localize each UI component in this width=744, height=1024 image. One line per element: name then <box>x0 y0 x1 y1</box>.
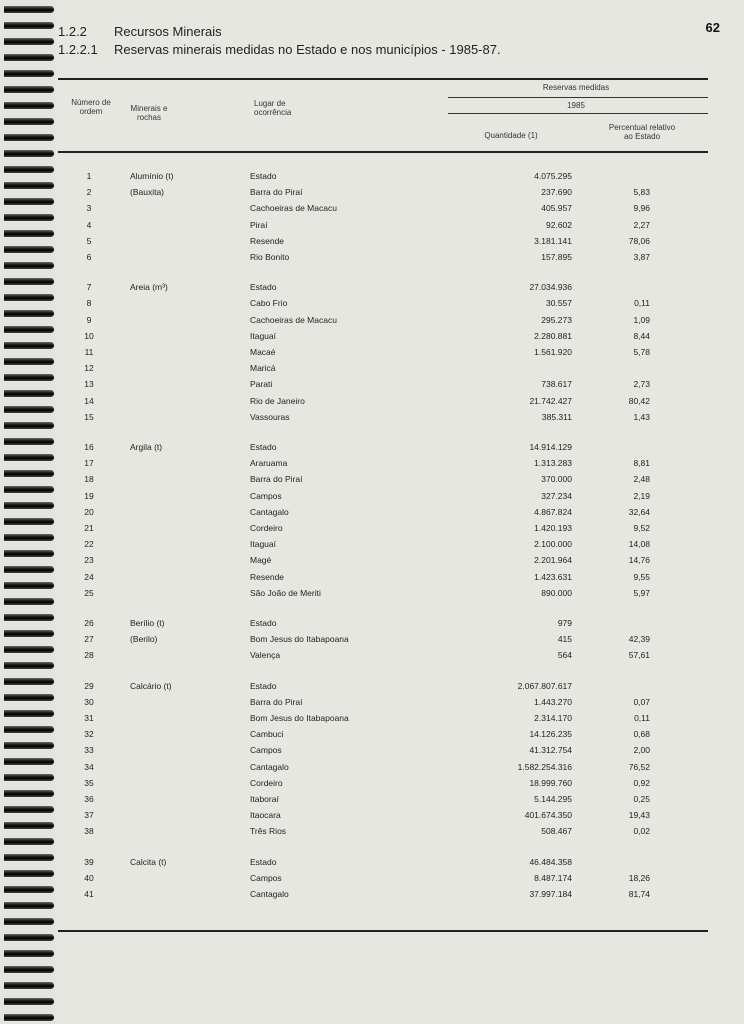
row-number: 26 <box>84 618 94 628</box>
row-number: 8 <box>86 298 92 309</box>
binding-coil <box>4 806 54 813</box>
row-quantity: 979 <box>557 618 572 628</box>
row-number: 25 <box>84 587 94 598</box>
table-row <box>56 551 744 567</box>
binding-coil <box>4 230 54 237</box>
table-row <box>56 216 744 232</box>
row-number: 33 <box>84 745 94 756</box>
binding-coil <box>4 294 54 301</box>
row-location: Piraí <box>250 219 268 230</box>
row-location: Três Rios <box>250 826 287 837</box>
binding-coil <box>4 582 54 589</box>
row-number: 13 <box>84 379 94 390</box>
row-number: 5 <box>86 235 92 246</box>
page-number: 62 <box>705 20 720 35</box>
row-percentage: 42,39 <box>628 634 650 645</box>
row-quantity: 21.742.427 <box>529 395 572 406</box>
row-location: Maricá <box>250 363 276 374</box>
binding-coil <box>4 518 54 525</box>
binding-coil <box>4 454 54 461</box>
row-location: Cachoeiras de Macacu <box>250 203 337 214</box>
binding-coil <box>4 726 54 733</box>
row-number: 41 <box>84 889 94 899</box>
row-quantity: 564 <box>557 650 572 661</box>
table-row <box>56 392 744 408</box>
row-quantity: 385.311 <box>541 411 572 422</box>
row-location: Barra do Piraí <box>250 187 303 198</box>
row-location: São João de Meriti <box>250 587 321 598</box>
row-quantity: 1.423.631 <box>534 571 572 582</box>
row-quantity: 46.484.358 <box>529 856 572 867</box>
table-row <box>56 503 744 519</box>
binding-coil <box>4 534 54 541</box>
row-quantity: 30.557 <box>546 298 572 309</box>
binding-coil <box>4 742 54 749</box>
binding-coil <box>4 790 54 797</box>
header-rule-ano <box>448 113 708 114</box>
table-row <box>56 327 744 343</box>
table-row <box>56 519 744 535</box>
row-number: 34 <box>84 761 94 772</box>
row-number: 35 <box>84 777 94 788</box>
header-reservas: Reservas medidas <box>542 83 610 92</box>
row-percentage: 14,76 <box>628 555 650 566</box>
row-location: Estado <box>250 618 277 628</box>
row-number: 30 <box>84 696 94 707</box>
row-number: 12 <box>84 363 94 374</box>
row-location: Cordeiro <box>250 523 283 533</box>
binding-coil <box>4 22 54 29</box>
row-quantity: 508.467 <box>541 826 572 837</box>
section-number: 1.2.2 <box>58 24 87 39</box>
table-row <box>56 183 744 199</box>
row-location: Itaguaí <box>250 330 276 341</box>
row-quantity: 2.314.170 <box>534 713 572 723</box>
table-row <box>56 248 744 264</box>
table-row <box>56 311 744 327</box>
row-percentage: 0,92 <box>633 777 650 788</box>
row-quantity: 5.144.295 <box>534 794 572 804</box>
row-location: Resende <box>250 235 285 246</box>
binding-coil <box>4 358 54 365</box>
table-row <box>56 677 744 693</box>
row-mineral: Argila (t) <box>130 442 163 452</box>
row-percentage: 2,00 <box>633 745 650 756</box>
header-ano: 1985 <box>567 101 585 110</box>
binding-coil <box>4 646 54 653</box>
row-percentage: 3,87 <box>633 252 650 262</box>
binding-coil <box>4 182 54 189</box>
row-location: Barra do Piraí <box>250 696 303 707</box>
row-percentage: 14,08 <box>628 539 650 550</box>
row-number: 40 <box>84 872 94 883</box>
row-location: Cambuci <box>250 729 284 740</box>
binding-coil <box>4 86 54 93</box>
row-quantity: 8.487.174 <box>534 872 572 883</box>
row-quantity: 14.126.235 <box>529 729 572 740</box>
table-row <box>56 438 744 454</box>
document-page <box>56 0 744 1024</box>
header-numero: Número de ordem <box>71 98 111 116</box>
row-percentage: 32,64 <box>628 506 650 517</box>
binding-coil <box>4 614 54 621</box>
table-row <box>56 869 744 885</box>
table-row <box>56 693 744 709</box>
binding-coil <box>4 998 54 1005</box>
row-mineral: (Berilo) <box>130 634 158 645</box>
subsection-title: Reservas minerais medidas no Estado e nos municípios - 1985-87. <box>114 42 501 57</box>
row-number: 4 <box>86 219 92 230</box>
table-row <box>56 709 744 725</box>
table-row <box>56 725 744 741</box>
row-percentage: 2,27 <box>633 219 650 230</box>
row-percentage: 0,07 <box>633 696 650 707</box>
row-quantity: 1.443.270 <box>534 696 572 707</box>
row-location: Bom Jesus do Itabapoana <box>250 634 349 645</box>
row-percentage: 5,78 <box>633 347 650 357</box>
binding-coil <box>4 134 54 141</box>
binding-coil <box>4 838 54 845</box>
table-row <box>56 822 744 838</box>
row-quantity: 1.582.254.316 <box>517 761 572 772</box>
row-quantity: 738.617 <box>541 379 572 390</box>
row-quantity: 1.561.920 <box>534 347 572 357</box>
row-quantity: 4.867.824 <box>534 506 572 517</box>
binding-coil <box>4 918 54 925</box>
row-location: Parati <box>250 379 273 390</box>
header-lugar: Lugar de ocorrência <box>254 99 292 117</box>
binding-coil <box>4 214 54 221</box>
row-location: Valença <box>250 650 281 661</box>
table-row <box>56 408 744 424</box>
row-percentage: 57,61 <box>628 650 650 661</box>
row-percentage: 9,55 <box>633 571 650 582</box>
row-percentage: 19,43 <box>628 810 650 821</box>
row-location: Resende <box>250 571 285 582</box>
row-number: 24 <box>84 571 94 582</box>
table-row <box>56 278 744 294</box>
binding-coil <box>4 950 54 957</box>
row-number: 23 <box>84 555 94 566</box>
row-quantity: 92.602 <box>546 219 572 230</box>
row-quantity: 2.100.000 <box>534 539 572 550</box>
table-row <box>56 232 744 248</box>
row-number: 27 <box>84 634 94 645</box>
row-percentage: 8,81 <box>633 458 650 469</box>
binding-coil <box>4 374 54 381</box>
row-mineral: Berílio (t) <box>130 618 165 628</box>
row-location: Cantagalo <box>250 506 289 517</box>
row-number: 20 <box>84 506 94 517</box>
row-quantity: 1.420.193 <box>534 523 572 533</box>
binding-coil <box>4 870 54 877</box>
row-quantity: 370.000 <box>541 474 572 485</box>
binding-coil <box>4 1014 54 1021</box>
row-number: 14 <box>84 395 94 406</box>
table-row <box>56 568 744 584</box>
row-location: Cordeiro <box>250 777 283 788</box>
table-row <box>56 375 744 391</box>
row-quantity: 27.034.936 <box>529 282 572 293</box>
binding-coil <box>4 342 54 349</box>
binding-coil <box>4 438 54 445</box>
binding-coil <box>4 470 54 477</box>
row-quantity: 2.067.807.617 <box>517 680 572 691</box>
row-percentage: 0,11 <box>634 298 650 309</box>
row-quantity: 37.997.184 <box>529 889 572 899</box>
binding-coil <box>4 886 54 893</box>
row-mineral: Alumínio (t) <box>130 171 174 181</box>
binding-coil <box>4 710 54 717</box>
row-number: 32 <box>84 729 94 740</box>
row-quantity: 890.000 <box>541 587 572 598</box>
row-percentage: 9,52 <box>633 523 650 533</box>
row-number: 16 <box>84 442 94 452</box>
binding-coil <box>4 934 54 941</box>
row-number: 1 <box>86 171 92 181</box>
table-row <box>56 758 744 774</box>
row-percentage: 5,97 <box>633 587 650 598</box>
row-location: Estado <box>250 171 277 181</box>
binding-coil <box>4 422 54 429</box>
row-number: 10 <box>84 330 94 341</box>
row-percentage: 78,06 <box>628 235 650 246</box>
row-percentage: 81,74 <box>628 889 650 899</box>
table-row <box>56 470 744 486</box>
table-top-rule <box>58 78 708 80</box>
row-location: Estado <box>250 282 277 293</box>
row-number: 21 <box>84 523 94 533</box>
row-mineral: Areia (m³) <box>130 282 168 293</box>
row-number: 22 <box>84 539 94 550</box>
row-quantity: 2.280.881 <box>534 330 572 341</box>
binding-coil <box>4 278 54 285</box>
row-quantity: 237.690 <box>541 187 572 198</box>
row-percentage: 2,73 <box>633 379 650 390</box>
row-percentage: 2,19 <box>633 490 650 501</box>
row-quantity: 41.312.754 <box>529 745 572 756</box>
row-number: 38 <box>84 826 94 837</box>
binding-coil <box>4 486 54 493</box>
table-row <box>56 741 744 757</box>
table-row <box>56 885 744 901</box>
header-quantidade: Quantidade (1) <box>484 131 538 140</box>
row-percentage: 18,26 <box>628 872 650 883</box>
row-location: Vassouras <box>250 411 290 422</box>
binding-coil <box>4 502 54 509</box>
row-quantity: 18.999.760 <box>529 777 572 788</box>
row-location: Araruama <box>250 458 288 469</box>
table-row <box>56 630 744 646</box>
row-location: Cantagalo <box>250 889 289 899</box>
table-row <box>56 359 744 375</box>
binding-coil <box>4 598 54 605</box>
subsection-number: 1.2.2.1 <box>58 42 98 57</box>
binding-coil <box>4 390 54 397</box>
table-row <box>56 790 744 806</box>
binding-coil <box>4 198 54 205</box>
row-mineral: Calcita (t) <box>130 856 167 867</box>
row-location: Estado <box>250 680 277 691</box>
row-percentage: 0,68 <box>633 729 650 740</box>
row-quantity: 295.273 <box>541 314 572 325</box>
binding-coil <box>4 566 54 573</box>
section-title: Recursos Minerais <box>114 24 222 39</box>
row-number: 19 <box>84 490 94 501</box>
binding-coil <box>4 774 54 781</box>
row-percentage: 1,43 <box>633 411 650 422</box>
row-quantity: 14.914.129 <box>529 442 572 452</box>
binding-coil <box>4 678 54 685</box>
row-location: Estado <box>250 856 277 867</box>
row-number: 6 <box>86 252 92 262</box>
row-number: 39 <box>84 856 94 867</box>
header-rule-reservas <box>448 97 708 98</box>
row-quantity: 2.201.964 <box>534 555 572 566</box>
table-row <box>56 614 744 630</box>
row-location: Cachoeiras de Macacu <box>250 314 337 325</box>
binding-coil <box>4 662 54 669</box>
row-number: 2 <box>86 187 92 198</box>
binding-coil <box>4 38 54 45</box>
row-percentage: 80,42 <box>628 395 650 406</box>
table-row <box>56 167 744 183</box>
row-location: Cantagalo <box>250 761 289 772</box>
row-mineral: Calcário (t) <box>130 680 172 691</box>
row-number: 7 <box>86 282 92 293</box>
table-row <box>56 343 744 359</box>
row-quantity: 405.957 <box>541 203 572 214</box>
row-number: 28 <box>84 650 94 661</box>
row-number: 9 <box>86 314 92 325</box>
row-location: Rio Bonito <box>250 252 290 262</box>
binding-coil <box>4 630 54 637</box>
row-number: 31 <box>84 713 94 723</box>
row-number: 15 <box>84 411 94 422</box>
row-percentage: 5,83 <box>633 187 650 198</box>
row-percentage: 76,52 <box>628 761 650 772</box>
row-quantity: 327.234 <box>541 490 572 501</box>
binding-coil <box>4 118 54 125</box>
binding-coil <box>4 310 54 317</box>
row-location: Itaboraí <box>250 794 279 804</box>
binding-coil <box>4 982 54 989</box>
row-number: 18 <box>84 474 94 485</box>
row-number: 3 <box>86 203 92 214</box>
binding-coil <box>4 6 54 13</box>
table-row <box>56 806 744 822</box>
binding-coil <box>4 166 54 173</box>
table-row <box>56 454 744 470</box>
binding-coil <box>4 854 54 861</box>
row-quantity: 157.895 <box>541 252 572 262</box>
binding-coil <box>4 54 54 61</box>
row-quantity: 1.313.283 <box>534 458 572 469</box>
binding-coil <box>4 694 54 701</box>
row-percentage: 9,96 <box>633 203 650 214</box>
row-percentage: 0,02 <box>633 826 650 837</box>
row-location: Campos <box>250 490 282 501</box>
row-percentage: 1,09 <box>633 314 650 325</box>
binding-coil <box>4 246 54 253</box>
row-location: Cabo Frio <box>250 298 288 309</box>
table-row <box>56 535 744 551</box>
binding-coil <box>4 102 54 109</box>
row-number: 36 <box>84 794 94 804</box>
header-percentual: Percentual relativo ao Estado <box>608 123 676 141</box>
row-location: Campos <box>250 745 282 756</box>
row-location: Barra do Piraí <box>250 474 303 485</box>
table-row <box>56 646 744 662</box>
binding-coil <box>4 822 54 829</box>
row-mineral: (Bauxita) <box>130 187 165 198</box>
binding-coil <box>4 902 54 909</box>
row-percentage: 2,48 <box>633 474 650 485</box>
row-location: Itaguaí <box>250 539 276 550</box>
table-bottom-rule <box>58 930 708 932</box>
row-percentage: 0,11 <box>634 713 650 723</box>
row-location: Itaocara <box>250 810 281 821</box>
binding-coil <box>4 70 54 77</box>
row-number: 29 <box>84 680 94 691</box>
table-header-bottom-rule <box>58 151 708 153</box>
header-minerais: Minerais e rochas <box>130 104 168 122</box>
binding-coil <box>4 262 54 269</box>
spiral-binding <box>0 0 60 1024</box>
row-number: 37 <box>84 810 94 821</box>
binding-coil <box>4 150 54 157</box>
row-quantity: 4.075.295 <box>534 171 572 181</box>
row-quantity: 415 <box>557 634 572 645</box>
binding-coil <box>4 326 54 333</box>
table-row <box>56 584 744 600</box>
row-quantity: 3.181.141 <box>534 235 572 246</box>
table-row <box>56 199 744 215</box>
row-location: Rio de Janeiro <box>250 395 305 406</box>
row-location: Bom Jesus do Itabapoana <box>250 713 349 723</box>
row-percentage: 0,25 <box>633 794 650 804</box>
binding-coil <box>4 966 54 973</box>
row-location: Estado <box>250 442 277 452</box>
binding-coil <box>4 758 54 765</box>
row-percentage: 8,44 <box>633 330 650 341</box>
table-row <box>56 853 744 869</box>
row-location: Magé <box>250 555 272 566</box>
table-row <box>56 774 744 790</box>
row-location: Campos <box>250 872 282 883</box>
row-quantity: 401.674.350 <box>524 810 572 821</box>
row-location: Macaé <box>250 347 276 357</box>
table-row <box>56 487 744 503</box>
row-number: 17 <box>84 458 94 469</box>
table-row <box>56 294 744 310</box>
binding-coil <box>4 550 54 557</box>
row-number: 11 <box>84 347 94 357</box>
binding-coil <box>4 406 54 413</box>
